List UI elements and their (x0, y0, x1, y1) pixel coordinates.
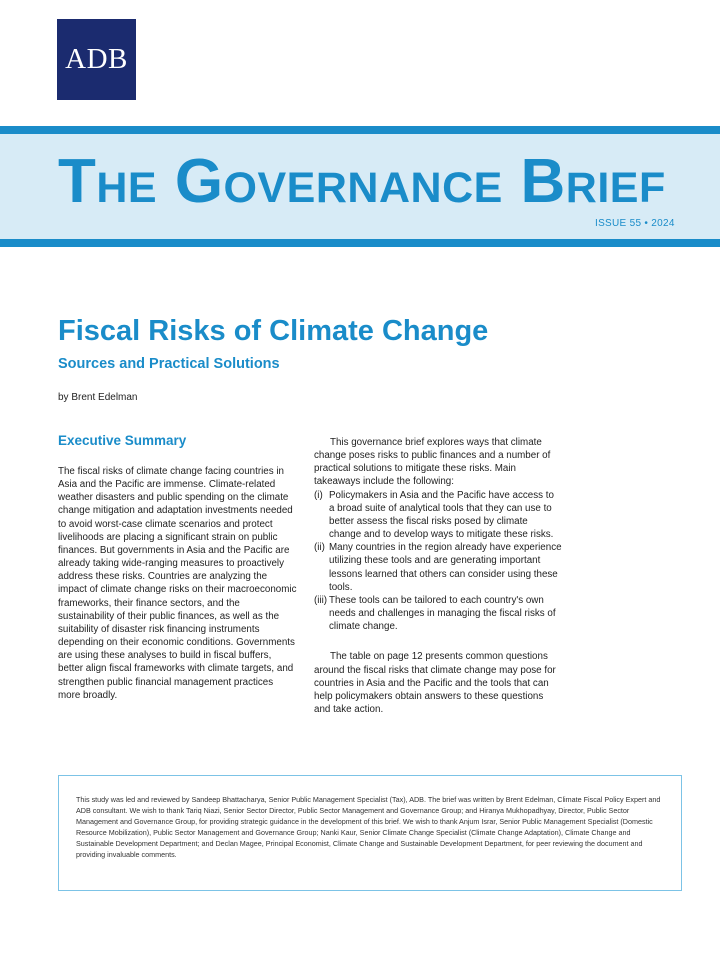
takeaways-list (314, 489, 562, 634)
list-item-text: These tools can be tailored to each country's own needs and challenges in managing the fiscal risks of climate change. (329, 594, 556, 633)
list-item-text: Many countries in the region already have experience utilizing these tools and are generating important lessons learned that others can consider using these tools. (329, 542, 562, 593)
masthead-title: The Governance Brief (58, 147, 666, 216)
masthead-top-band (0, 126, 720, 134)
executive-summary-paragraph: The fiscal risks of climate change facing countries in Asia and the Pacific are immense. Climate-related weather disasters and public spending on the climate change mitigation and adaptation investments needed to avoid worst-case climate scenarios and protect livelihoods are placing a significant strain on public finances. But governments in Asia and the Pacific are already taking wide-ranging measures to proactively address these risks. Countries are analyzing the impact of climate change risks on their macroeconomic frameworks, their finance sectors, and the sustainability of their public finances, as well as the suitability of disaster risk financing instruments depending on their economic conditions. Governments are using these analyses to build in fiscal buffers, better align fiscal frameworks with climate targets, and strengthen public financial management practices more broadly. (58, 466, 297, 701)
list-item (314, 541, 562, 594)
acknowledgments-box (58, 775, 682, 891)
executive-summary-heading: Executive Summary (58, 433, 187, 448)
list-item (314, 594, 562, 633)
masthead-bottom-band (0, 239, 720, 247)
list-marker: (ii) (314, 542, 325, 554)
acknowledgments-text: This study was led and reviewed by Sandeep Bhattacharya, Senior Public Management Specialist (Tax), ADB. The brief was written by Brent Edelman, Climate Fiscal Policy Expert and ADB consultant. We wish to thank Tariq Niazi, Senior Sector Director, Public Sector Management and Governance Group; and Hiranya Mukhopadhyay, Director, Public Sector Management and Governance Group, for providing strategic guidance in the development of this brief. We wish to thank Anjum Israr, Senior Public Management Specialist (Domestic Resource Mobilization), Public Sector Management and Governance Group; Nanki Kaur, Senior Climate Change Specialist (Climate Change Adaptation), Climate Change and Sustainable Development Department; and Declan Magee, Principal Economist, Climate Change and Sustainable Development Department, for peer reviewing the document and providing invaluable comments. (76, 795, 661, 859)
list-marker: (i) (314, 489, 323, 501)
list-marker: (iii) (314, 594, 328, 606)
list-item (314, 489, 562, 542)
brief-intro-paragraph: This governance brief explores ways that climate change poses risks to public finances and a number of practical solutions to mitigate these risks. Main takeaways include the following: (314, 437, 551, 488)
article-subtitle: Sources and Practical Solutions (58, 356, 280, 372)
list-item-text: Policymakers in Asia and the Pacific have access to a broad suite of analytical tools that they can use to better assess the fiscal risks posed by climate change and to develop ways to mitigate these risks. (329, 489, 554, 541)
adb-logo: ADB (57, 19, 136, 100)
issue-number: ISSUE 55 • 2024 (595, 218, 675, 229)
table-note-paragraph: The table on page 12 presents common questions around the fiscal risks that climate change may pose for countries in Asia and the Pacific and the tools that can help policymakers obtain answers to these questions and take action. (314, 651, 556, 715)
byline: by Brent Edelman (58, 392, 138, 403)
right-column (314, 436, 562, 716)
article-title: Fiscal Risks of Climate Change (58, 315, 489, 347)
